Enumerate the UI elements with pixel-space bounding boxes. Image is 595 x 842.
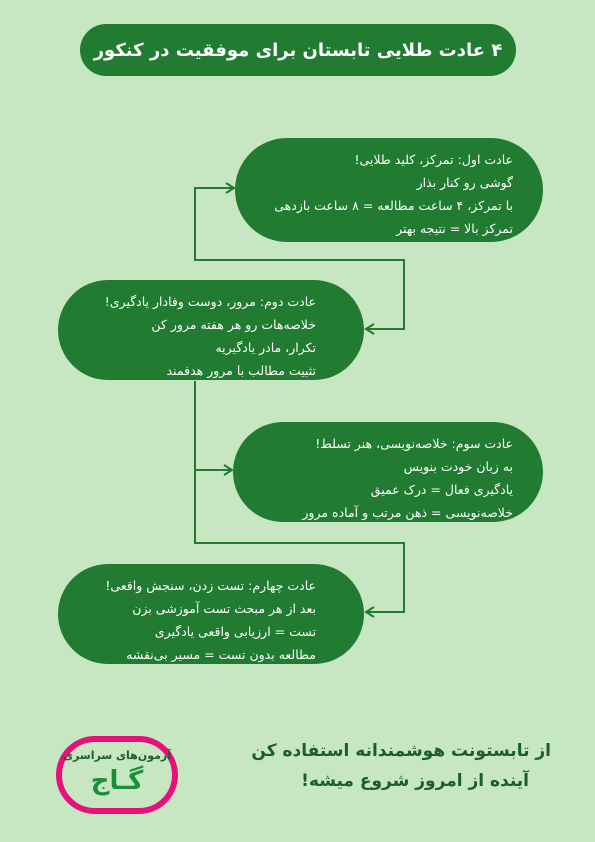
habit-card-1 — [235, 138, 543, 242]
habit-1-line-3: تمرکز بالا = نتیجه بهتر — [396, 221, 513, 236]
footer-line-2: آینده از امروز شروع میشه! — [301, 771, 529, 791]
connector-2-3 — [195, 381, 232, 470]
habit-3-line-1: به زبان خودت بنویس — [403, 459, 513, 474]
habit-1-heading: عادت اول: تمرکز، کلید طلایی! — [354, 152, 513, 167]
habit-2-line-3: تثبیت مطالب با مرور هدفمند — [166, 363, 316, 378]
footer-message — [231, 736, 551, 796]
habit-2-line-1: خلاصه‌هات رو هر هفته مرور کن — [151, 317, 316, 332]
habit-3-heading: عادت سوم: خلاصه‌نویسی، هنر تسلط! — [315, 436, 513, 451]
habit-4-line-2: تست = ارزیابی واقعی یادگیری — [154, 624, 316, 639]
habit-1-line-1: گوشی رو کنار بذار — [416, 175, 513, 190]
habit-4-line-1: بعد از هر مبحث تست آموزشی بزن — [132, 601, 316, 616]
gaj-logo — [56, 736, 178, 814]
habit-card-4 — [58, 564, 364, 664]
footer-line-1: از تابستونت هوشمندانه استفاده کن — [251, 741, 551, 761]
habit-4-heading: عادت چهارم: تست زدن، سنجش واقعی! — [105, 578, 316, 593]
habit-2-line-2: تکرار، مادر یادگیریه — [215, 340, 316, 355]
habit-2-heading: عادت دوم: مرور، دوست وفادار یادگیری! — [104, 294, 316, 309]
habit-card-2 — [58, 280, 364, 380]
habit-1-line-2: با تمرکز، ۴ ساعت مطالعه = ۸ ساعت بازدهی — [274, 198, 513, 213]
habit-card-3 — [233, 422, 543, 522]
habit-3-line-3: خلاصه‌نویسی = ذهن مرتب و آماده مرور — [302, 505, 513, 520]
logo-subtitle: آزمون‌های سراسری — [62, 749, 172, 762]
page-title: ۴ عادت طلایی تابستان برای موفقیت در کنکور — [80, 24, 516, 76]
logo-brand: گـاج — [90, 766, 144, 796]
habit-4-line-3: مطالعه بدون تست = مسیر بی‌نقشه — [126, 647, 316, 662]
habit-3-line-2: یادگیری فعال = درک عمیق — [370, 482, 513, 497]
